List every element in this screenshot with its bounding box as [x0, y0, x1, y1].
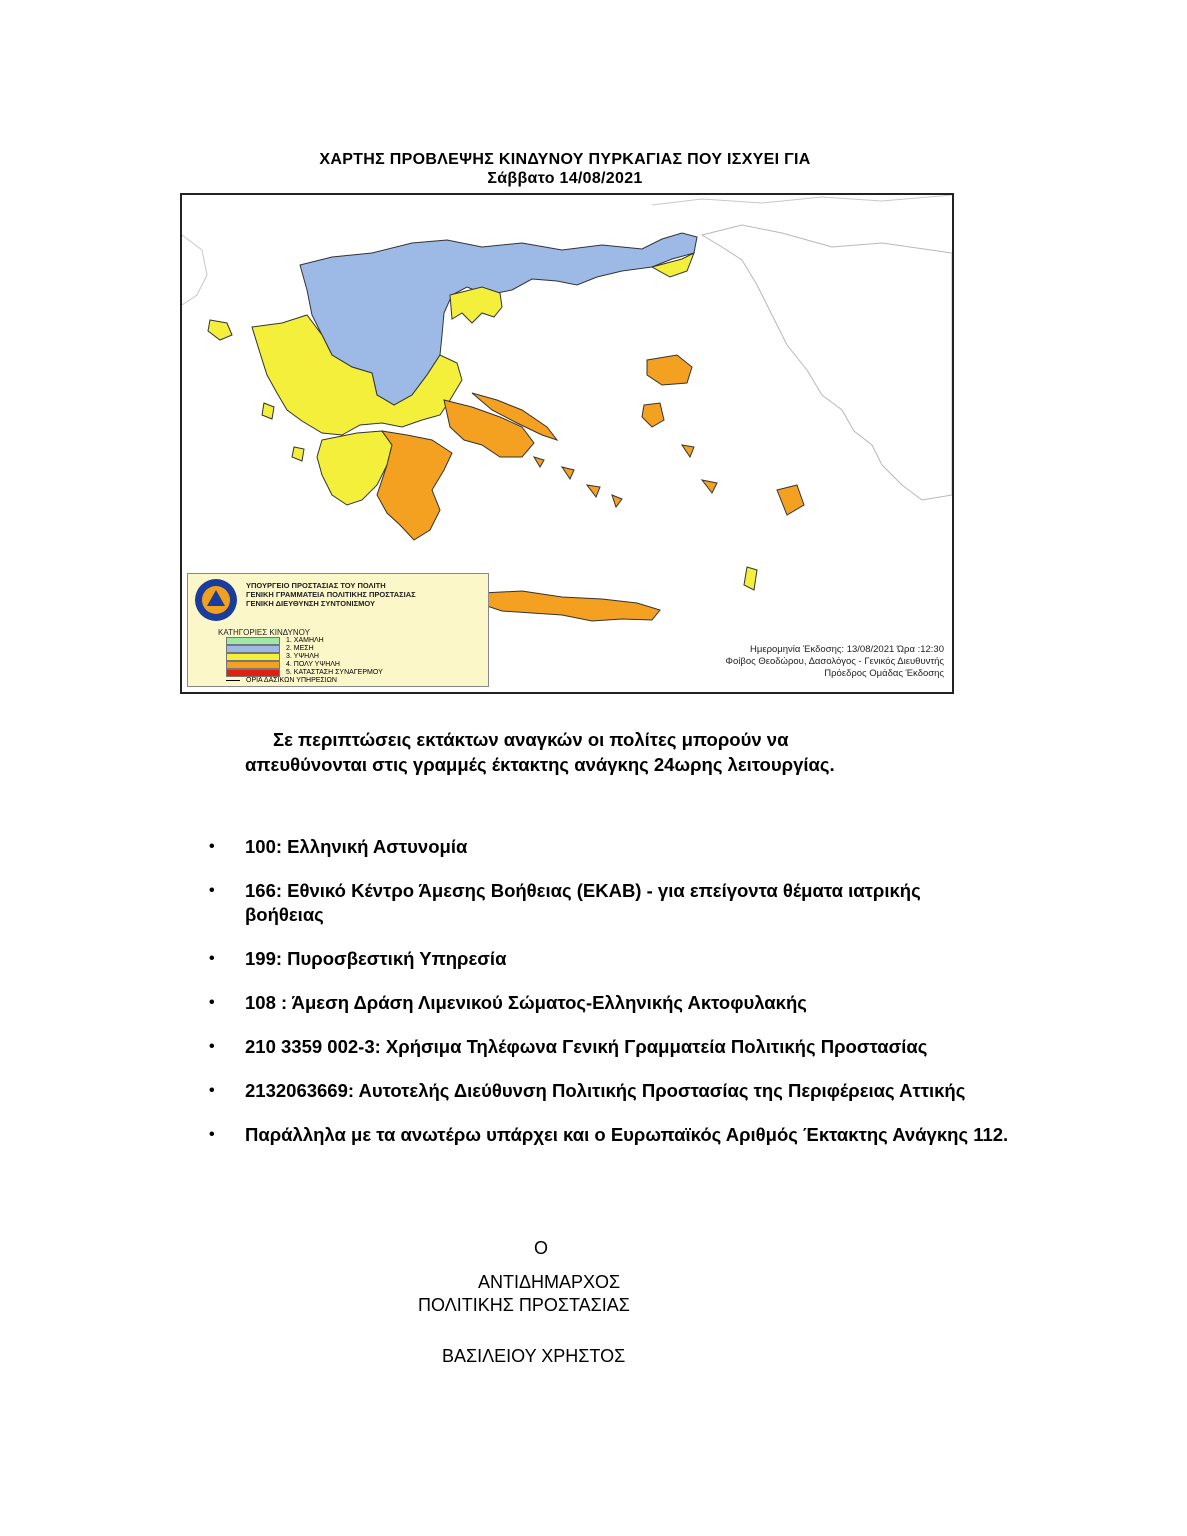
list-item: • 108 : Άμεση Δράση Λιμενικού Σώματος-Ελληνικής Ακτοφυλακής [209, 992, 807, 1013]
legend-item-very-high: 4. ΠΟΛΥ ΥΨΗΛΗ [226, 661, 383, 669]
bullet-icon: • [209, 1082, 215, 1099]
intro-text [245, 727, 965, 777]
list-item: • 210 3359 002-3: Χρήσιμα Τηλέφωνα Γενική Γραμματεία Πολιτικής Προστασίας [209, 1036, 928, 1057]
signature-article: Ο [534, 1238, 549, 1258]
emergency-contacts-list [205, 835, 1025, 1167]
legend-swatch-high [226, 653, 280, 661]
signature-name: ΒΑΣΙΛΕΙΟΥ ΧΡΗΣΤΟΣ [442, 1346, 626, 1366]
legend-item-medium: 2. ΜΕΣΗ [226, 645, 383, 653]
legend-categories-title: ΚΑΤΗΓΟΡΙΕΣ ΚΙΝΔΥΝΟΥ [218, 628, 310, 637]
list-item: • 2132063669: Αυτοτελής Διεύθυνση Πολιτικής Προστασίας της Περιφέρειας Αττικής [209, 1080, 966, 1101]
legend-swatch-medium [226, 645, 280, 653]
legend-forest-borders: ΟΡΙΑ ΔΑΣΙΚΩΝ ΥΠΗΡΕΣΙΩΝ [226, 677, 337, 684]
list-item: • 166: Εθνικό Κέντρο Άμεσης Βοήθειας (ΕΚΑΒ) - για επείγοντα θέματα ιατρικής βοήθειας [209, 880, 921, 925]
region-attica-veryhigh [444, 400, 534, 457]
map-title-line1: ΧΑΡΤΗΣ ΠΡΟΒΛΕΨΗΣ ΚΙΝΔΥΝΟΥ ΠΥΡΚΑΓΙΑΣ ΠΟΥ ΙΣΧΥΕΙ ΓΙΑ [319, 151, 811, 168]
list-item: • 199: Πυροσβεστική Υπηρεσία [209, 948, 507, 969]
bullet-icon: • [209, 950, 215, 967]
intro-line2: απευθύνονται στις γραμμές έκτακτης ανάγκης 24ωρης λειτουργίας. [245, 754, 835, 775]
list-item: • 100: Ελληνική Αστυνομία [209, 836, 468, 857]
bullet-icon: • [209, 994, 215, 1011]
region-crete-veryhigh [482, 591, 660, 621]
bullet-icon: • [209, 1126, 215, 1143]
legend-item-low: 1. ΧΑΜΗΛΗ [226, 637, 383, 645]
legend-item-alert: 5. ΚΑΤΑΣΤΑΣΗ ΣΥΝΑΓΕΡΜΟΥ [226, 669, 383, 677]
legend-categories [226, 637, 383, 677]
issue-info [725, 644, 944, 680]
ministry-name [246, 581, 416, 608]
ministry-line2: ΓΕΝΙΚΗ ΓΡΑΜΜΑΤΕΙΑ ΠΟΛΙΤΙΚΗΣ ΠΡΟΣΤΑΣΙΑΣ [246, 590, 416, 599]
civil-protection-logo-icon [194, 578, 238, 622]
issue-date: Ημερομηνία Έκδοσης: 13/08/2021 Ώρα :12:30 [750, 644, 944, 655]
legend-swatch-alert [226, 669, 280, 677]
bullet-icon: • [209, 1038, 215, 1055]
legend-swatch-very-high [226, 661, 280, 669]
map-title [180, 150, 950, 188]
fire-risk-map [180, 193, 954, 694]
map-legend [187, 573, 489, 687]
bullet-icon: • [209, 882, 215, 899]
issuer-role: Πρόεδρος Ομάδας Έκδοσης [824, 668, 944, 679]
ministry-line3: ΓΕΝΙΚΗ ΔΙΕΥΘΥΝΣΗ ΣΥΝΤΟΝΙΣΜΟΥ [246, 599, 375, 608]
list-item: • Παράλληλα με τα ανωτέρω υπάρχει και ο Ευρωπαϊκός Αριθμός Έκτακτης Ανάγκης 112. [209, 1124, 1009, 1145]
intro-line1: Σε περιπτώσεις εκτάκτων αναγκών οι πολίτες μπορούν να [273, 729, 789, 750]
bullet-icon: • [209, 838, 215, 855]
legend-swatch-low [226, 637, 280, 645]
issuer-name: Φοίβος Θεοδώρου, Δασολόγος - Γενικός Διευθυντής [725, 656, 944, 667]
map-title-date: Σάββατο 14/08/2021 [487, 170, 643, 187]
border-line-icon [226, 680, 240, 681]
signature-title-line1: ΑΝΤΙΔΗΜΑΡΧΟΣ [478, 1272, 621, 1292]
legend-item-high: 3. ΥΨΗΛΗ [226, 653, 383, 661]
turkey-coastline [702, 225, 952, 500]
signature-title-line2: ΠΟΛΙΤΙΚΗΣ ΠΡΟΣΤΑΣΙΑΣ [418, 1295, 630, 1315]
ministry-line1: ΥΠΟΥΡΓΕΙΟ ΠΡΟΣΤΑΣΙΑΣ ΤΟΥ ΠΟΛΙΤΗ [246, 581, 386, 590]
